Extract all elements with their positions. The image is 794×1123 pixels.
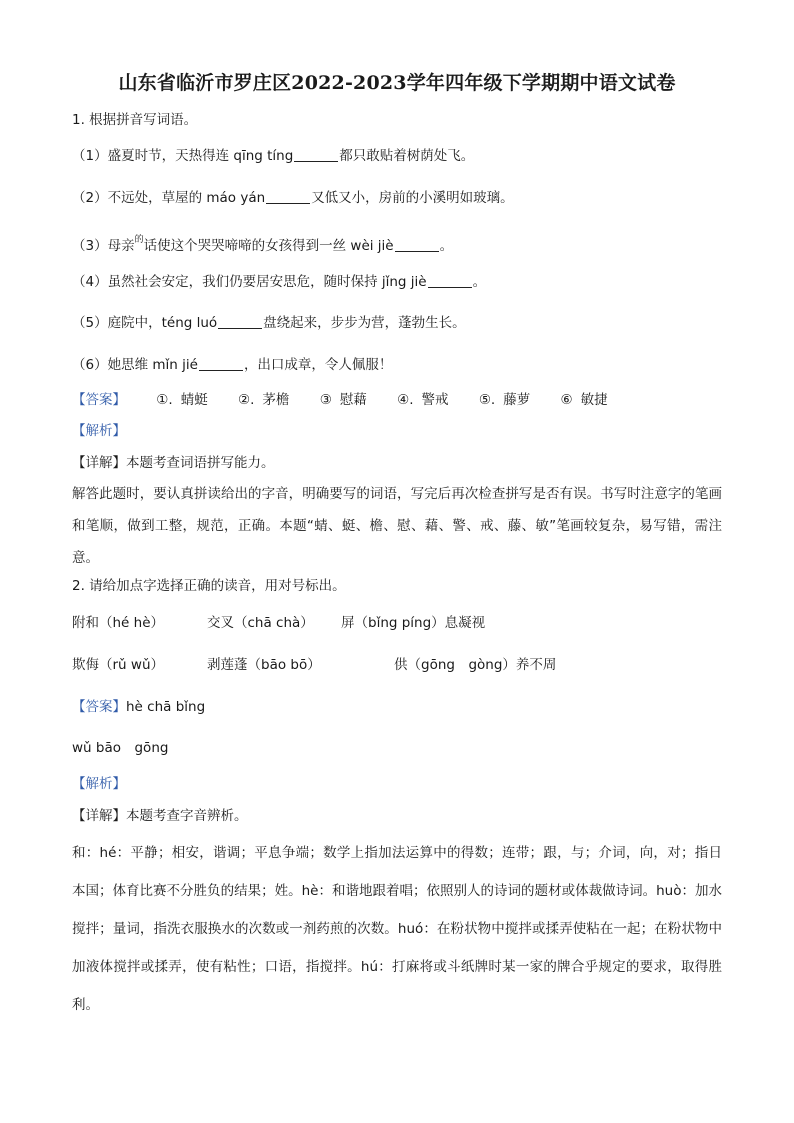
q1-item-3-mid: 的 xyxy=(134,235,144,245)
answer-item: ③ 慰藉 xyxy=(319,392,367,408)
q1-item-2 xyxy=(72,188,514,208)
detail-intro: 本题考查字音辨析。 xyxy=(126,808,248,824)
q1-item-1-prefix: （1）盛夏时节，天热得连 qīng tíng xyxy=(72,148,294,164)
q1-item-2-prefix: （2）不远处，草屋的 máo yán xyxy=(72,190,266,206)
q2-option: 屏（bǐng píng）息凝视 xyxy=(341,615,486,631)
q2-detail-line xyxy=(72,806,248,826)
answer-item: ②. 茅檐 xyxy=(238,392,290,408)
q2-option: 供（gōng gòng）养不周 xyxy=(394,657,557,673)
q1-item-6-suffix: ，出口成章，令人佩服！ xyxy=(243,357,393,373)
q1-answer-line xyxy=(72,390,634,410)
q2-option: 剥莲蓬（bāo bō） xyxy=(207,657,321,673)
q1-item-5-prefix: （5）庭院中，téng luó xyxy=(72,315,218,331)
q1-detail-line xyxy=(72,453,275,473)
q1-item-4-prefix: （4）虽然社会安定，我们仍要居安思危，随时保持 jǐng jiè xyxy=(72,274,427,290)
q2-row-1 xyxy=(72,613,722,633)
detail-tag: 【详解】 xyxy=(72,455,126,471)
q1-item-5 xyxy=(72,313,466,333)
q1-prompt: 1. 根据拼音写词语。 xyxy=(72,112,198,128)
q2-prompt: 2. 请给加点字选择正确的读音，用对号标出。 xyxy=(72,578,346,594)
detail-tag: 【详解】 xyxy=(72,808,126,824)
q1-item-4-suffix: 。 xyxy=(472,274,487,290)
answer-blank xyxy=(266,189,310,204)
answer-blank xyxy=(395,237,439,252)
q2-answer-text: hè chā bǐng xyxy=(126,699,206,715)
q2-detail-body: 和：hé：平静；相安，谐调；平息争端；数学上指加法运算中的得数；连带；跟，与；介词，向，对；指日本国；体育比赛不分胜负的结果；姓。hè：和谐地跟着唱；依照别人的诗词的题材或体裁做诗词。huò：加水搅拌；量词，指洗衣服换水的次数或一剂药煎的次数。huó：在粉状物中搅拌或揉弄使粘在一起；在粉状物中加液体搅拌或揉弄，使有粘性；口语，指搅拌。hú：打麻将或斗纸牌时某一家的牌合乎规定的要求，取得胜利。 xyxy=(72,845,722,1013)
q2-row-2 xyxy=(72,655,722,675)
detail-intro: 本题考查词语拼写能力。 xyxy=(126,455,275,471)
analysis-tag: 【解析】 xyxy=(72,776,126,792)
answer-blank xyxy=(199,356,243,371)
q1-item-6-prefix: （6）她思维 mǐn jié xyxy=(72,357,198,373)
answer-blank xyxy=(294,147,338,162)
q1-item-3-prefix: （3）母亲 xyxy=(72,238,135,254)
answer-item: ⑥ 敏捷 xyxy=(560,392,608,408)
q1-item-5-suffix: 盘绕起来，步步为营，蓬勃生长。 xyxy=(263,315,466,331)
q1-item-1 xyxy=(72,146,474,166)
answer-tag: 【答案】 xyxy=(72,699,126,715)
answer-tag: 【答案】 xyxy=(72,392,126,408)
page-title: 山东省临沂市罗庄区2022-2023学年四年级下学期期中语文试卷 xyxy=(118,72,676,94)
answer-blank xyxy=(218,314,262,329)
q2-option: 附和（hé hè） xyxy=(72,615,165,631)
analysis-tag: 【解析】 xyxy=(72,423,126,439)
q1-item-3-suffix: 。 xyxy=(439,238,454,254)
q2-answer-line-2: wǔ bāo gōng xyxy=(72,740,169,756)
answer-item: ④. 警戒 xyxy=(397,392,449,408)
q2-option: 欺侮（rǔ wǔ） xyxy=(72,657,164,673)
q1-item-4 xyxy=(72,272,486,292)
q1-item-1-suffix: 都只敢贴着树荫处飞。 xyxy=(339,148,475,164)
answer-item: ⑤. 藤萝 xyxy=(478,392,531,408)
q1-item-6 xyxy=(72,355,392,375)
answer-item: ①. 蜻蜓 xyxy=(156,392,208,408)
q1-item-2-suffix: 又低又小，房前的小溪明如玻璃。 xyxy=(311,190,514,206)
q2-option: 交叉（chā chà） xyxy=(207,615,314,631)
q1-item-3 xyxy=(72,230,453,256)
answer-blank xyxy=(428,273,472,288)
q1-detail-body: 解答此题时，要认真拼读给出的字音，明确要写的词语，写完后再次检查拼写是否有误。书写时注意字的笔画和笔顺，做到工整，规范，正确。本题“蜻、蜓、檐、慰、藉、警、戒、藤、敏”笔画较复杂，易写错，需注意。 xyxy=(72,486,722,566)
q1-item-3-prefix2: 话使这个哭哭啼啼的女孩得到一丝 wèi jiè xyxy=(143,238,394,254)
q2-answer-line xyxy=(72,697,205,717)
